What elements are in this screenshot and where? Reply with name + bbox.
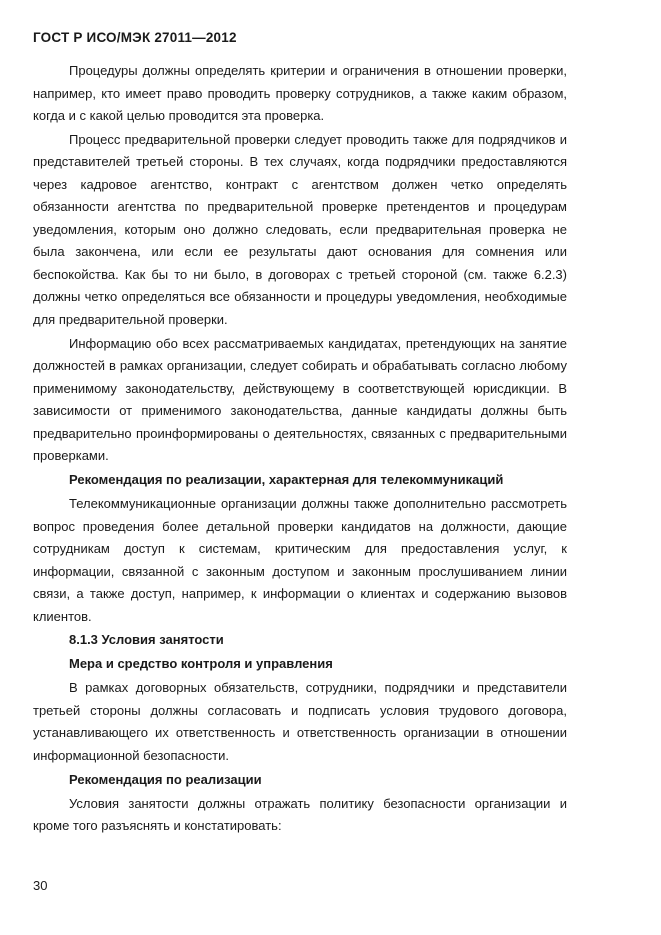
paragraph-screening-procedures: Процедуры должны определять критерии и ограничения в отношении проверки, например, кто имеет право проводить проверку сотрудников, а также каким образом, когда и с какой целью проводится эта проверка. <box>33 63 567 123</box>
paragraph-terms-reflect-policy: Условия занятости должны отражать политику безопасности организации и кроме того разъяснять и констатировать: <box>33 795 567 834</box>
heading-implementation-guidance: Рекомендация по реализации <box>69 771 262 787</box>
page-number: 30 <box>33 878 48 893</box>
document-body <box>33 60 567 839</box>
section-heading-terms-of-employment: 8.1.3 Условия занятости <box>69 632 224 648</box>
paragraph-contractor-screening: Процесс предварительной проверки следует проводить также для подрядчиков и представителей третьей стороны. В тех случаях, когда подрядчики предоставляются через кадровое агентство, контракт с агентством должен четко определять обязанности агентства по предварительной проверке претендентов и процедурам уведомления, которым оно должно следовать, если предварительная проверка не была закончена, или если ее результаты дают основания для сомнения или беспокойства. Как бы то ни было, в договорах с третьей стороной (см. также 6.2.3) должны четко определяться все обязанности и процедуры уведомления, необходимые для предварительной проверки. <box>33 131 567 327</box>
heading-control: Мера и средство контроля и управления <box>69 656 333 672</box>
heading-telecom-guidance: Рекомендация по реализации, характерная для телекоммуникаций <box>69 472 504 488</box>
paragraph-employment-contract: В рамках договорных обязательств, сотрудники, подрядчики и представители третьей стороны должны согласовать и подписать условия трудового договора, устанавливающего их ответственность и ответственность организации в отношении информационной безопасности. <box>33 680 567 763</box>
paragraph-telecom-screening: Телекоммуникационные организации должны также дополнительно рассмотреть вопрос проведения более детальной проверки кандидатов на должности, дающие сотрудникам доступ к системам, критическим для предоставления услуг, к информации, связанной с законным доступом и законным прослушиванием линии связи, а также доступ, например, к информации о клиентах и содержанию вызовов клиентов. <box>33 496 567 624</box>
paragraph-candidate-information: Информацию обо всех рассматриваемых кандидатах, претендующих на занятие должностей в рамках организации, следует собирать и обрабатывать согласно любому применимому законодательству, действующему в соответствующей юрисдикции. В зависимости от применимого законодательства, данные кандидаты должны быть предварительно проинформированы о деятельностях, связанных с предварительными проверками. <box>33 335 567 464</box>
document-header: ГОСТ Р ИСО/МЭК 27011—2012 <box>33 30 237 45</box>
